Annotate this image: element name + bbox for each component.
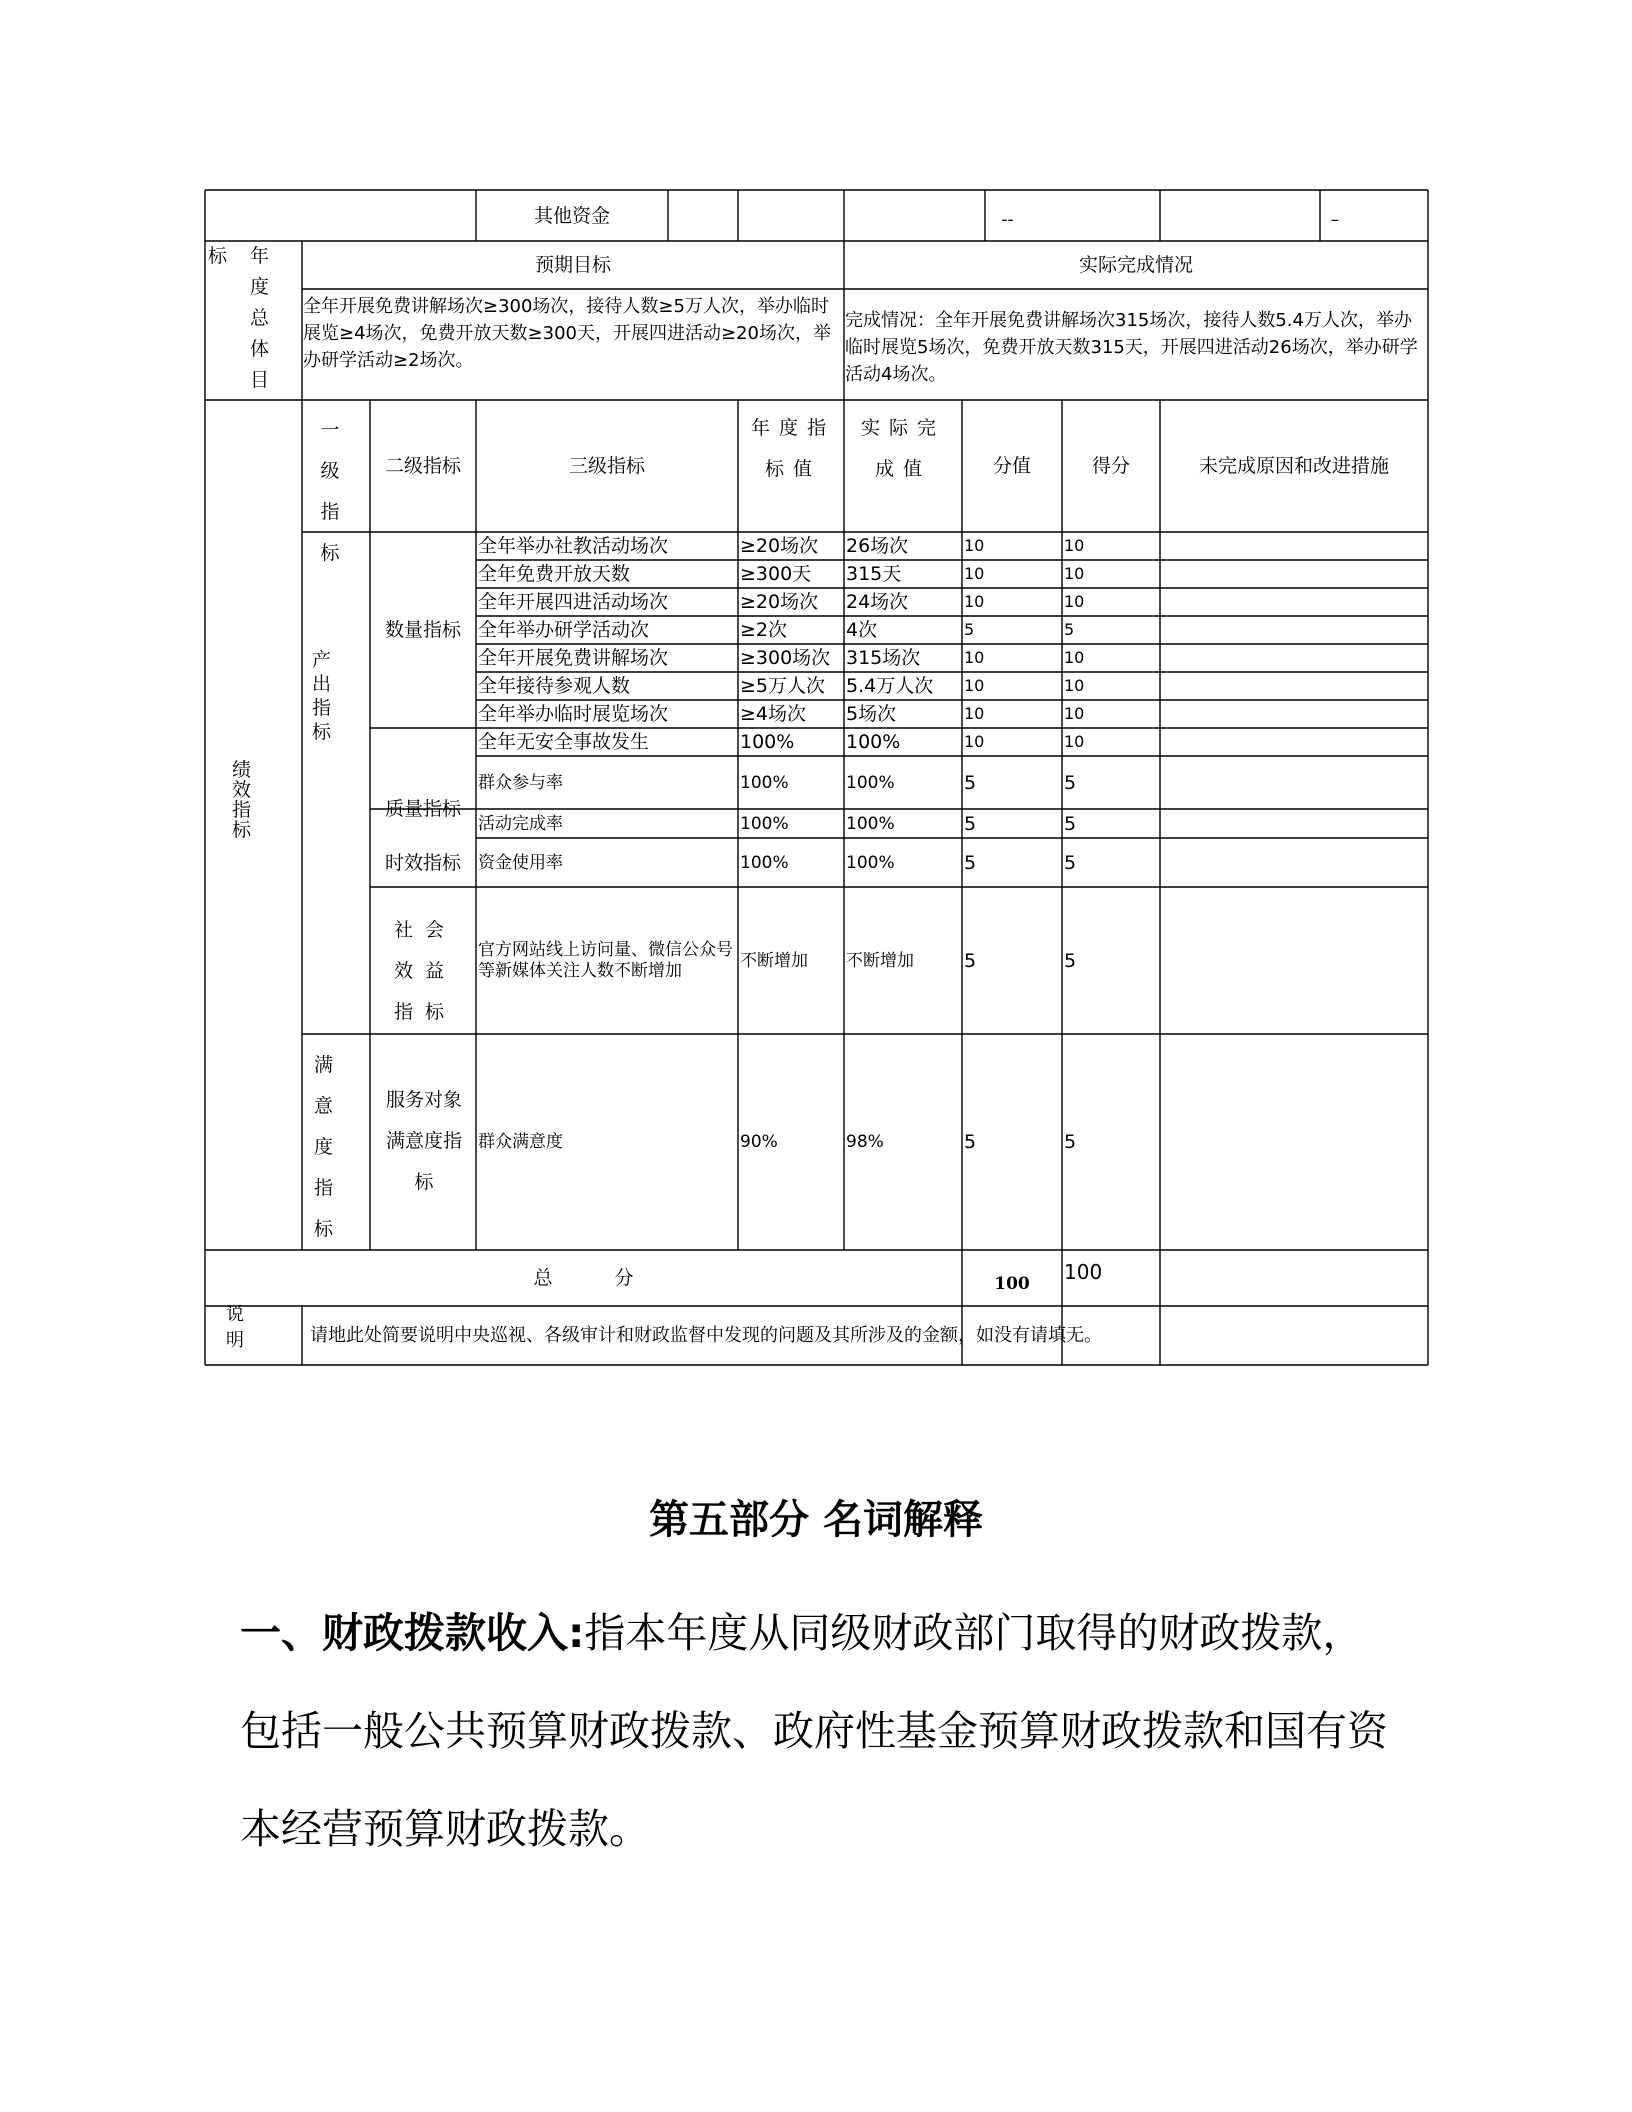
quality-indicator-label: 质量指标 xyxy=(384,798,461,820)
indicator-actual: 26场次 xyxy=(846,535,909,557)
indicator-name: 群众参与率 xyxy=(478,772,563,793)
indicator-score: 10 xyxy=(1064,704,1085,723)
actual-completion-header: 实际完成情况 xyxy=(1078,254,1193,276)
indicator-score-value: 10 xyxy=(964,592,985,611)
indicator-name: 官方网站线上访问量、微信公众号等新媒体关注人数不断增加 xyxy=(478,939,733,981)
definition-paragraph xyxy=(240,1584,1400,1878)
annual-goal-char: 年 xyxy=(250,245,270,267)
indicator-target: ≥2次 xyxy=(740,619,788,641)
indicator-score-value: 5 xyxy=(964,851,977,874)
indicator-score: 10 xyxy=(1064,564,1085,583)
indicator-score-value: 5 xyxy=(964,949,977,972)
indicator-target: ≥300场次 xyxy=(740,647,831,669)
indicator-name: 全年举办社教活动场次 xyxy=(478,535,669,557)
indicator-score-value: 10 xyxy=(964,704,985,723)
indicator-target: ≥20场次 xyxy=(740,535,819,557)
social-indicator-label: 社会效益指标 xyxy=(393,919,456,1023)
indicator-score-value: 10 xyxy=(964,676,985,695)
col-header-reason: 未完成原因和改进措施 xyxy=(1198,455,1389,477)
indicator-score: 5 xyxy=(1064,812,1077,835)
annual-goal-char: 度 xyxy=(250,276,270,298)
indicator-score: 5 xyxy=(1064,1131,1077,1153)
indicator-actual: 5.4万人次 xyxy=(846,675,934,697)
indicator-target: ≥4场次 xyxy=(740,703,807,725)
other-funds-label: 其他资金 xyxy=(533,204,610,227)
indicator-actual: 100% xyxy=(846,852,895,873)
indicator-score: 5 xyxy=(1064,949,1077,972)
col-header-level1: 一级指标 xyxy=(320,419,340,564)
expected-goal-header: 预期目标 xyxy=(534,254,611,276)
indicator-score-value: 10 xyxy=(964,732,985,751)
actual-completion-text: 完成情况：全年开展免费讲解场次315场次，接待人数5.4万人次，举办临时展览5场次，免费开放天数315天，开展四进活动26场次，举办研学活动4场次。 xyxy=(845,310,1418,385)
total-value: 100 xyxy=(994,1274,1030,1294)
indicator-target: ≥300天 xyxy=(740,563,812,585)
indicator-name: 全年举办研学活动次 xyxy=(478,619,650,641)
service-satisfaction-label: 服务对象满意度指标 xyxy=(385,1089,462,1193)
indicator-score-value: 5 xyxy=(964,812,977,835)
indicator-score: 5 xyxy=(1064,851,1077,874)
indicator-target: 100% xyxy=(740,813,789,834)
indicator-name: 资金使用率 xyxy=(478,852,563,873)
section-title: 第五部分 名词解释 xyxy=(649,1496,983,1543)
indicator-name: 活动完成率 xyxy=(478,813,563,834)
indicator-name: 全年免费开放天数 xyxy=(478,563,631,585)
indicator-target: 100% xyxy=(740,772,789,793)
col-header-level3: 三级指标 xyxy=(568,455,645,477)
indicator-target: ≥5万人次 xyxy=(740,675,826,697)
indicator-score: 10 xyxy=(1064,676,1085,695)
annual-goal-char: 标 xyxy=(208,245,228,267)
indicator-score-value: 10 xyxy=(964,564,985,583)
indicator-name: 全年举办临时展览场次 xyxy=(478,703,669,725)
output-indicator-label: 产出指标 xyxy=(312,649,332,743)
indicator-score: 5 xyxy=(1064,620,1075,639)
indicator-actual: 100% xyxy=(846,813,895,834)
indicator-target: 90% xyxy=(740,1132,778,1152)
col-header-score-value: 分值 xyxy=(992,455,1031,477)
col-header-score: 得分 xyxy=(1091,455,1130,477)
indicator-actual: 4次 xyxy=(846,619,878,641)
indicator-score-value: 5 xyxy=(964,620,975,639)
annual-goal-char: 体 xyxy=(250,338,270,360)
other-funds-dash: – xyxy=(1330,209,1340,230)
indicator-actual: 100% xyxy=(846,731,901,753)
annual-goal-char: 目 xyxy=(250,369,270,391)
total-label: 总 分 xyxy=(533,1267,634,1289)
col-header-annual-target: 年度指标值 xyxy=(750,417,835,480)
timeliness-indicator-label: 时效指标 xyxy=(384,851,461,874)
indicator-actual: 315天 xyxy=(846,563,902,585)
indicator-name: 全年开展四进活动场次 xyxy=(478,591,669,613)
indicator-target: 100% xyxy=(740,731,795,753)
indicator-target: 不断增加 xyxy=(740,950,808,971)
other-funds-dash: -- xyxy=(1001,209,1014,230)
indicator-score: 10 xyxy=(1064,592,1085,611)
note-label: 说明 xyxy=(226,1304,244,1351)
expected-goal-text: 全年开展免费讲解场次≥300场次，接待人数≥5万人次，举办临时展览≥4场次，免费开放天数≥300天，开展四进活动≥20场次，举办研学活动≥2场次。 xyxy=(303,296,831,371)
indicator-target: 100% xyxy=(740,852,789,873)
indicator-score: 10 xyxy=(1064,648,1085,667)
definition-term: 一、财政拨款收入: xyxy=(240,1609,585,1657)
indicator-actual: 100% xyxy=(846,772,895,793)
indicator-score: 10 xyxy=(1064,732,1085,751)
quantity-indicator-label: 数量指标 xyxy=(384,619,461,641)
col-header-level2: 二级指标 xyxy=(384,455,461,477)
indicator-name: 全年接待参观人数 xyxy=(478,675,631,697)
indicator-name: 全年开展免费讲解场次 xyxy=(478,647,669,669)
annual-goal-label xyxy=(205,241,302,400)
indicator-actual: 5场次 xyxy=(846,703,897,725)
indicator-actual: 315场次 xyxy=(846,647,921,669)
indicator-score: 5 xyxy=(1064,771,1077,794)
indicator-score-value: 10 xyxy=(964,536,985,555)
total-score: 100 xyxy=(1064,1260,1103,1284)
indicator-actual: 不断增加 xyxy=(846,950,914,971)
indicator-actual: 24场次 xyxy=(846,591,909,613)
indicator-score-value: 10 xyxy=(964,648,985,667)
indicator-name: 全年无安全事故发生 xyxy=(478,731,650,753)
indicator-name: 群众满意度 xyxy=(478,1132,563,1152)
satisfaction-indicator-label: 满意度指标 xyxy=(314,1054,334,1240)
annual-goal-char: 总 xyxy=(250,307,270,329)
indicator-actual: 98% xyxy=(846,1132,884,1152)
indicator-score-value: 5 xyxy=(964,1131,977,1153)
indicator-score: 10 xyxy=(1064,536,1085,555)
definition-text: 指本年度从同级财政部门取得的财政拨款，包括一般公共预算财政拨款、政府性基金预算财政拨款和国有资本经营预算财政拨款。 xyxy=(240,1609,1388,1853)
indicator-score-value: 5 xyxy=(964,771,977,794)
col-header-actual-value: 实际完成值 xyxy=(860,417,945,480)
perf-label: 绩效指标 xyxy=(232,759,252,841)
indicator-target: ≥20场次 xyxy=(740,591,819,613)
note-text: 请地此处简要说明中央巡视、各级审计和财政监督中发现的问题及其所涉及的金额，如没有请填无。 xyxy=(310,1324,1102,1346)
